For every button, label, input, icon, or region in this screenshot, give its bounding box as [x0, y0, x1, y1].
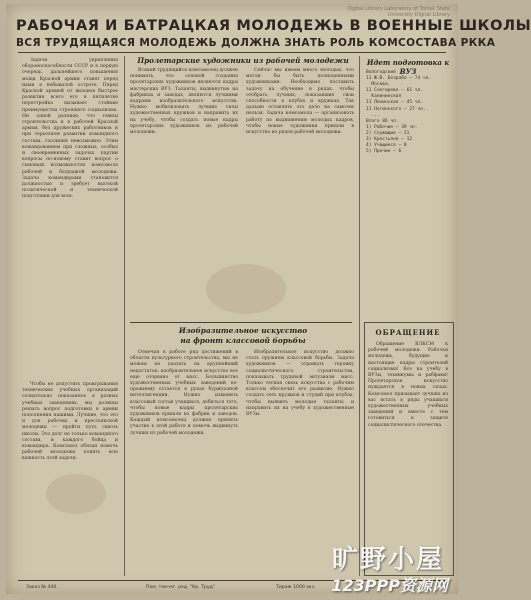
headline: РАБОЧАЯ И БАТРАЦКАЯ МОЛОДЕЖЬ В ВОЕННЫЕ ШКОЛЫ	[16, 18, 531, 34]
section-rule	[130, 322, 352, 323]
section-heading-vuz-prep: Идет подготовка к ВУЗ	[366, 58, 450, 76]
paragraph: Всякий трудящийся комсомолец должен понимать, что основой создания пролетарских художников являются кадры мастерских ВУЗ. Таланты, выдвинутые на фабриках и заводах, являются лучшими кадрами изобразительного искусства. Нужно мобилизовать лучшие силы художественных кружков и направить их на учебу, чтобы создать новые кадры пролетарских художников из рабочей молодежи.	[130, 68, 238, 136]
paragraph: Отмечая в работе ряд достижений в области культурного строительства, мы не можем не указать на крупнейший недостаток: изобразительное искусство все еще оторвано от масс. Большинство художественных учебных заведений по-прежнему остается в руках буржуазной интеллигенции. Нужно изменить классовый состав учащихся, добиться того, чтобы новые кадры пролетарских художников пришли из фабрик и заводов. Каждый комсомолец должен принять участие в этой работе и помочь выдвинуть лучших из рабочей молодежи.	[130, 350, 238, 436]
newspaper-page	[6, 4, 531, 594]
paragraph: Чтобы не допустить проигрывания технических учебных организаций сознательно показанное в разных учебных заведениях, мы должны решать вопрос подготовки в армии пополнения нашими. Лучшие, что это и для рабочих и крестьянской молодежи — пройти путь сквозь школы. Это долг не только командного состава, и каждого бойца и командира. Комсомол обязан помочь рабочей молодежи понять всю важность этой задачи.	[22, 382, 118, 462]
header-rule	[18, 52, 446, 53]
heading-line: Изобразительное искусство	[178, 326, 308, 335]
section-heading-appeal: ОБРАЩЕНИЕ	[375, 328, 441, 337]
column-divider	[124, 56, 125, 576]
watermark-domain: 123PPP资源网	[331, 576, 448, 595]
paragraph: Обращение ВЛКСМ к рабочей молодежи. Рабочая молодежь, будущие и настоящие кадры строителей социализма! Все на учебу в ВУЗы, техникумы и рабфаки! Пролетарское искусство нуждается в новых силах. Комсомол призывает лучших из вас встать в ряды учащихся художественных учебных заведений и вместе с тем готовиться к защите социалистического отечества.	[368, 342, 448, 428]
footer-publisher: Пом. тем-мг. ред. "Кр. Труд"	[146, 585, 215, 590]
column-divider	[359, 56, 360, 576]
article-column-1	[22, 58, 118, 378]
paragraph: Изобразительное искусство должно стать оружием классовой борьбы. Задача художников — отражать героику социалистического строительства, показывать трудовой энтузиазм масс. Только тесная связь искусства с рабочим классом обеспечит его развитие. Нужно создать сеть кружков и студий при клубах, чтобы выявить молодые таланты и направить их на учебу в художественные ВУЗы.	[246, 350, 354, 418]
watermark-site: 旷野小屋	[331, 545, 444, 575]
vuz-stats-list: Вологодский 11 Ж.В. Безрабо — 74 чл. Москва. 11 Снегирево — 61 чл. Калининская 11 Ленинская — 45 чл. 11 Ногинского — 27 чл. ... Всего 86 чл. 1) Рабочие — 39 чл. 2) Служащие — 21 3) Крестьяне — 12 4) Учащиеся — 8 5) Прочие — 6	[366, 70, 432, 155]
article-column-2b	[130, 350, 238, 576]
section-heading-proletarian-artists: Пролетарские художники из рабочей молодежи	[137, 56, 349, 65]
section-heading-arts-front	[130, 326, 356, 346]
article-column-1b	[22, 382, 118, 574]
library-stamp: Digital Library Laboratory of Tomsk State University Digital Library	[347, 6, 450, 18]
paragraph: Сейчас мы имеем много молодых, что могли бы быть полноценными художниками. Необходимо поставить задачу на обучение в рядах, чтобы отобрать лучших, показавших свои способности в клубах и кружках. Так дальше оставлять это дело на самотек нельзя. Задача комсомола — организовать работу по выдвижению молодых кадров, чтобы новые художники пришли в искусство из рядов рабочей молодежи.	[246, 68, 354, 136]
article-column-2	[130, 68, 238, 278]
footer-order: Заказ № 440.	[26, 585, 58, 590]
footer-circulation: Тираж 1000 экз.	[276, 585, 316, 590]
article-column-3	[246, 68, 354, 278]
heading-line: на фронт классовой борьбы	[180, 336, 306, 345]
subheadline: ВСЯ ТРУДЯЩАЯСЯ МОЛОДЕЖЬ ДОЛЖНА ЗНАТЬ РОЛЬ КОМСОСТАВА РККА	[16, 37, 496, 49]
paragraph: Задачи укрепления обороноспособности СССР и в первую очередь, дальнейшего повышения мощи Красной армии ставят перед нами в небывалой остроте. Перед Красной армией от вызовов быстрое развития всего его в пятилетке перестройка вызывает стойкие преимущества строящего социализма. Ни одной разнице, что темпы строительства и в рабочей Красной армии, без дружеских работников и при серьезном развитии командного состава, гаолиния невозможно. Этим командованием при сложных, особых и своевременных задачах партии вопросы по-новому ставит вопрос о сыновьях возможностях комсомола рабочей и батрацкой молодежи. Задача командирами становится должностью и требует высокой политической и технической подготовки для всех.	[22, 58, 118, 200]
appeal-text	[368, 342, 448, 570]
